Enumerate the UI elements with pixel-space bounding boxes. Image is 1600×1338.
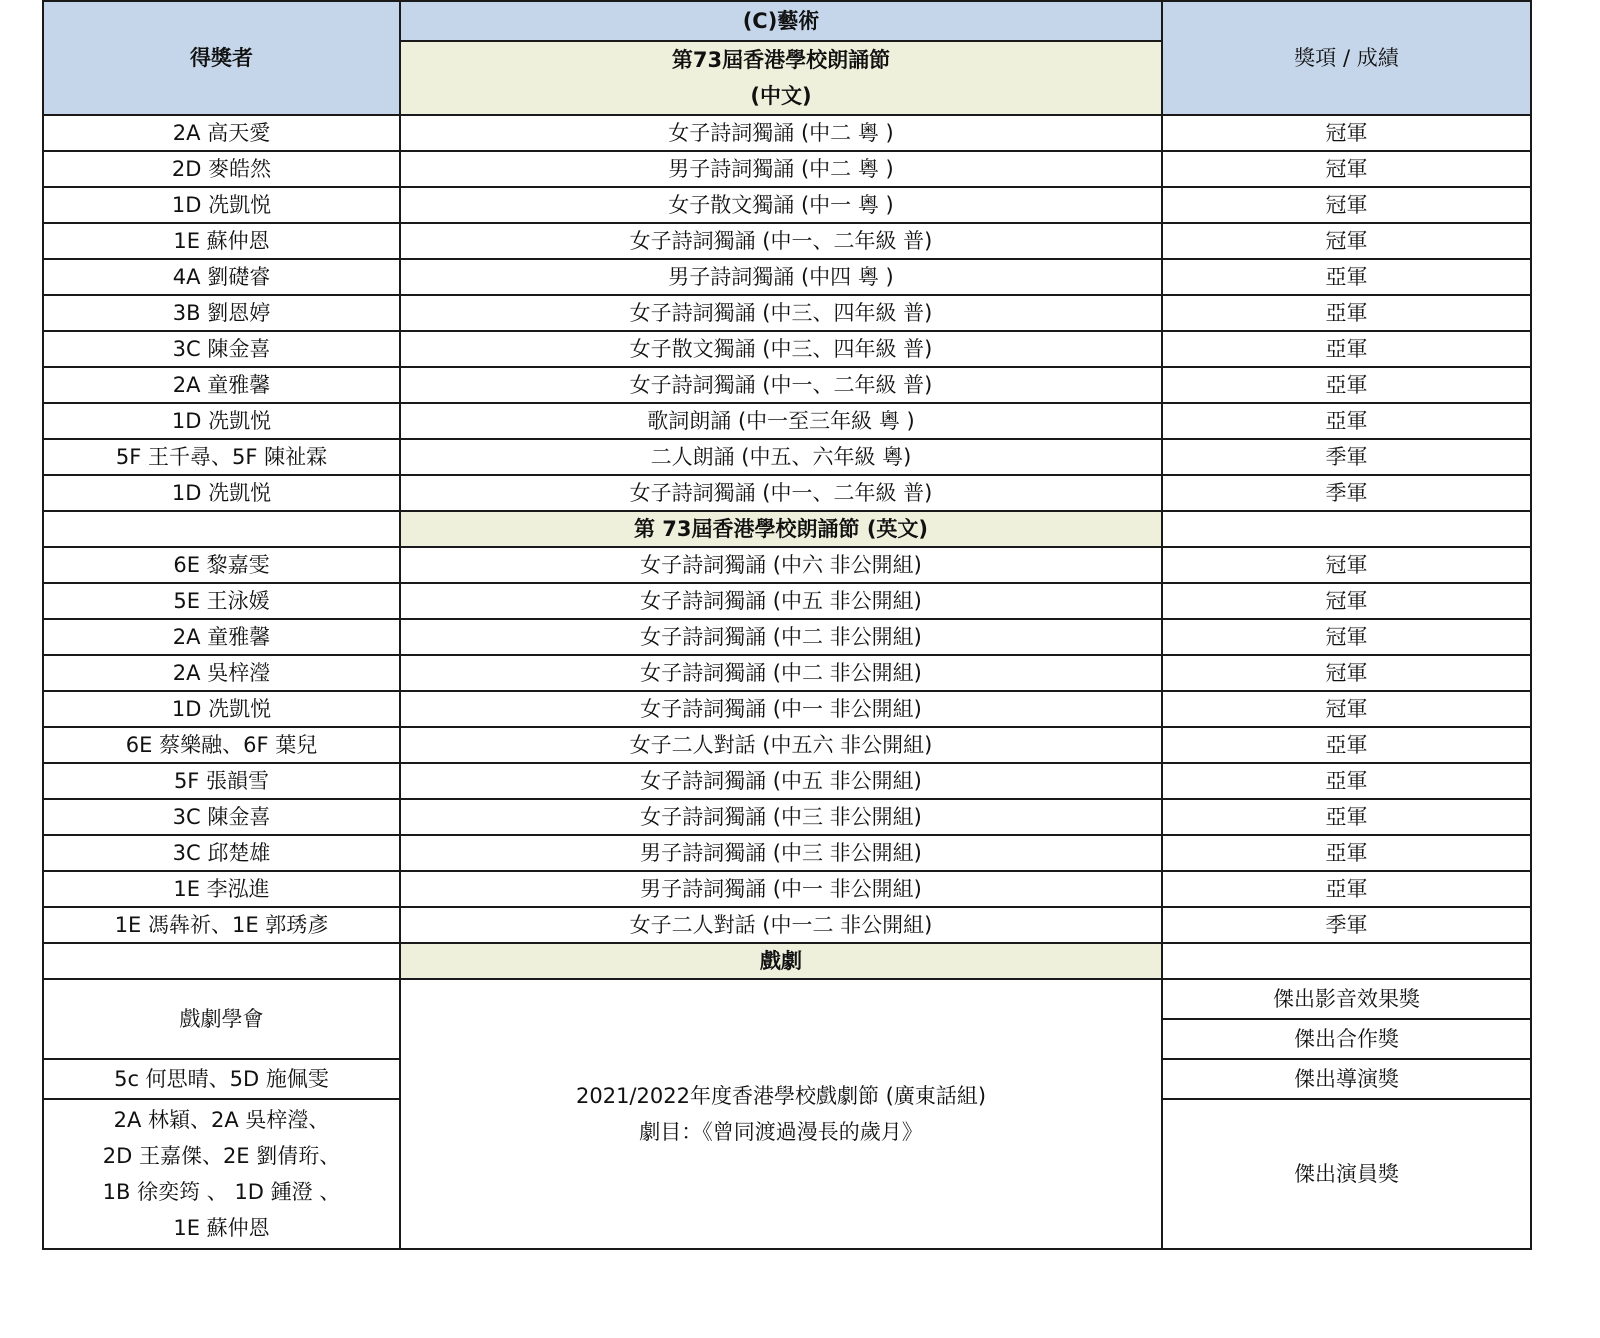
winner-cell: 2D 麥皓然 xyxy=(43,151,400,187)
award-cell: 季軍 xyxy=(1162,475,1531,511)
event-title-line2: (中文) xyxy=(750,84,812,108)
award-cell: 冠軍 xyxy=(1162,223,1531,259)
drama-club-awards xyxy=(1162,979,1531,1059)
drama-event-line1: 2021/2022年度香港學校戲劇節 (廣東話組) xyxy=(575,1084,987,1108)
english-section-rows xyxy=(43,547,1531,943)
winner-cell: 2A 童雅馨 xyxy=(43,619,400,655)
drama-event-line2: 劇目：《曾同渡過漫長的歲月》 xyxy=(639,1120,923,1144)
table-row xyxy=(43,619,1531,655)
section-title: (C)藝術 xyxy=(400,1,1162,41)
empty-cell xyxy=(1162,943,1531,979)
chinese-section-rows xyxy=(43,115,1531,511)
award-cell: 冠軍 xyxy=(1162,151,1531,187)
awards-table xyxy=(42,0,1532,1250)
table-row xyxy=(43,403,1531,439)
award-cell: 冠軍 xyxy=(1162,619,1531,655)
event-cell: 二人朗誦 (中五、六年級 粵) xyxy=(400,439,1162,475)
event-cell: 女子詩詞獨誦 (中一、二年級 普) xyxy=(400,475,1162,511)
winner-cell: 1E 蘇仲恩 xyxy=(43,223,400,259)
winner-cell: 2A 吳梓瀅 xyxy=(43,655,400,691)
table-row xyxy=(43,367,1531,403)
event-cell: 女子二人對話 (中五六 非公開組) xyxy=(400,727,1162,763)
event-column-header xyxy=(400,41,1162,115)
event-cell: 女子詩詞獨誦 (中一、二年級 普) xyxy=(400,223,1162,259)
award-cell: 亞軍 xyxy=(1162,871,1531,907)
event-cell: 女子詩詞獨誦 (中二 非公開組) xyxy=(400,655,1162,691)
drama-section-title: 戲劇 xyxy=(400,943,1162,979)
actors-line: 1E 蘇仲恩 xyxy=(173,1216,270,1240)
table-row xyxy=(43,907,1531,943)
table-row xyxy=(43,727,1531,763)
winner-cell: 1E 李泓進 xyxy=(43,871,400,907)
award-cell: 亞軍 xyxy=(1162,835,1531,871)
table-row xyxy=(43,655,1531,691)
award-column-header: 獎項 / 成績 xyxy=(1162,1,1531,115)
winner-cell: 1D 冼凱悦 xyxy=(43,475,400,511)
table-row xyxy=(43,115,1531,151)
winner-cell: 6E 蔡樂融、6F 葉兒 xyxy=(43,727,400,763)
event-cell: 女子散文獨誦 (中一 粵 ) xyxy=(400,187,1162,223)
actors-line: 2D 王嘉傑、2E 劉倩珩、 xyxy=(102,1144,341,1168)
award-cell: 亞軍 xyxy=(1162,295,1531,331)
event-cell: 男子詩詞獨誦 (中二 粵 ) xyxy=(400,151,1162,187)
winner-column-header: 得獎者 xyxy=(43,1,400,115)
award-cell: 亞軍 xyxy=(1162,259,1531,295)
drama-actors-winner xyxy=(43,1099,400,1249)
table-row xyxy=(43,835,1531,871)
winner-cell: 3C 陳金喜 xyxy=(43,331,400,367)
event-cell: 女子詩詞獨誦 (中一 非公開組) xyxy=(400,691,1162,727)
table-row xyxy=(43,799,1531,835)
winner-cell: 3B 劉恩婷 xyxy=(43,295,400,331)
winner-cell: 2A 高天愛 xyxy=(43,115,400,151)
table-row xyxy=(43,439,1531,475)
actors-line: 2A 林穎、2A 吳梓瀅、 xyxy=(113,1108,330,1132)
winner-cell: 3C 陳金喜 xyxy=(43,799,400,835)
table-row xyxy=(43,547,1531,583)
english-section-title: 第 73屆香港學校朗誦節 (英文) xyxy=(400,511,1162,547)
event-cell: 女子詩詞獨誦 (中五 非公開組) xyxy=(400,763,1162,799)
table-row xyxy=(43,187,1531,223)
award-cell: 冠軍 xyxy=(1162,583,1531,619)
drama-club-winner: 戲劇學會 xyxy=(43,979,400,1059)
table-row xyxy=(43,295,1531,331)
empty-cell xyxy=(43,943,400,979)
award-cooperation: 傑出合作獎 xyxy=(1294,1027,1399,1051)
winner-cell: 6E 黎嘉雯 xyxy=(43,547,400,583)
table-row xyxy=(43,151,1531,187)
event-title-line1: 第73屆香港學校朗誦節 xyxy=(671,48,891,72)
event-cell: 男子詩詞獨誦 (中一 非公開組) xyxy=(400,871,1162,907)
award-cell: 亞軍 xyxy=(1162,367,1531,403)
winner-cell: 5F 王千尋、5F 陳祉霖 xyxy=(43,439,400,475)
award-cell: 冠軍 xyxy=(1162,115,1531,151)
table-row xyxy=(43,259,1531,295)
award-cell: 亞軍 xyxy=(1162,331,1531,367)
table-row xyxy=(43,475,1531,511)
drama-directors-winner: 5c 何思晴、5D 施佩雯 xyxy=(43,1059,400,1099)
award-cell: 亞軍 xyxy=(1162,799,1531,835)
winner-cell: 1D 冼凱悦 xyxy=(43,691,400,727)
award-cell: 亞軍 xyxy=(1162,763,1531,799)
empty-cell xyxy=(43,511,400,547)
award-cell: 冠軍 xyxy=(1162,187,1531,223)
table-row xyxy=(43,223,1531,259)
empty-cell xyxy=(1162,511,1531,547)
drama-event-cell xyxy=(400,979,1162,1249)
award-director: 傑出導演獎 xyxy=(1162,1059,1531,1099)
winner-cell: 1D 冼凱悦 xyxy=(43,403,400,439)
award-cell: 季軍 xyxy=(1162,439,1531,475)
event-cell: 女子詩詞獨誦 (中三 非公開組) xyxy=(400,799,1162,835)
table-row xyxy=(43,763,1531,799)
event-cell: 女子詩詞獨誦 (中二 粵 ) xyxy=(400,115,1162,151)
event-cell: 女子詩詞獨誦 (中二 非公開組) xyxy=(400,619,1162,655)
event-cell: 女子詩詞獨誦 (中五 非公開組) xyxy=(400,583,1162,619)
event-cell: 男子詩詞獨誦 (中四 粵 ) xyxy=(400,259,1162,295)
event-cell: 女子散文獨誦 (中三、四年級 普) xyxy=(400,331,1162,367)
actors-line: 1B 徐奕筠 、 1D 鍾澄 、 xyxy=(102,1180,341,1204)
award-cell: 冠軍 xyxy=(1162,655,1531,691)
table-row xyxy=(43,691,1531,727)
winner-cell: 2A 童雅馨 xyxy=(43,367,400,403)
event-cell: 女子詩詞獨誦 (中六 非公開組) xyxy=(400,547,1162,583)
award-cell: 冠軍 xyxy=(1162,547,1531,583)
winner-cell: 1D 冼凱悦 xyxy=(43,187,400,223)
table-row xyxy=(43,871,1531,907)
winner-cell: 3C 邱楚雄 xyxy=(43,835,400,871)
event-cell: 女子詩詞獨誦 (中三、四年級 普) xyxy=(400,295,1162,331)
winner-cell: 5E 王泳媛 xyxy=(43,583,400,619)
table-row xyxy=(43,331,1531,367)
winner-cell: 4A 劉礎睿 xyxy=(43,259,400,295)
award-cell: 亞軍 xyxy=(1162,727,1531,763)
event-cell: 男子詩詞獨誦 (中三 非公開組) xyxy=(400,835,1162,871)
event-cell: 女子詩詞獨誦 (中一、二年級 普) xyxy=(400,367,1162,403)
award-av-effects: 傑出影音效果獎 xyxy=(1163,980,1530,1020)
event-cell: 女子二人對話 (中一二 非公開組) xyxy=(400,907,1162,943)
winner-cell: 1E 馮犇祈、1E 郭琇彥 xyxy=(43,907,400,943)
award-cell: 冠軍 xyxy=(1162,691,1531,727)
award-actor: 傑出演員獎 xyxy=(1162,1099,1531,1249)
winner-cell: 5F 張韻雪 xyxy=(43,763,400,799)
award-cell: 季軍 xyxy=(1162,907,1531,943)
table-row xyxy=(43,583,1531,619)
award-cell: 亞軍 xyxy=(1162,403,1531,439)
event-cell: 歌詞朗誦 (中一至三年級 粵 ) xyxy=(400,403,1162,439)
